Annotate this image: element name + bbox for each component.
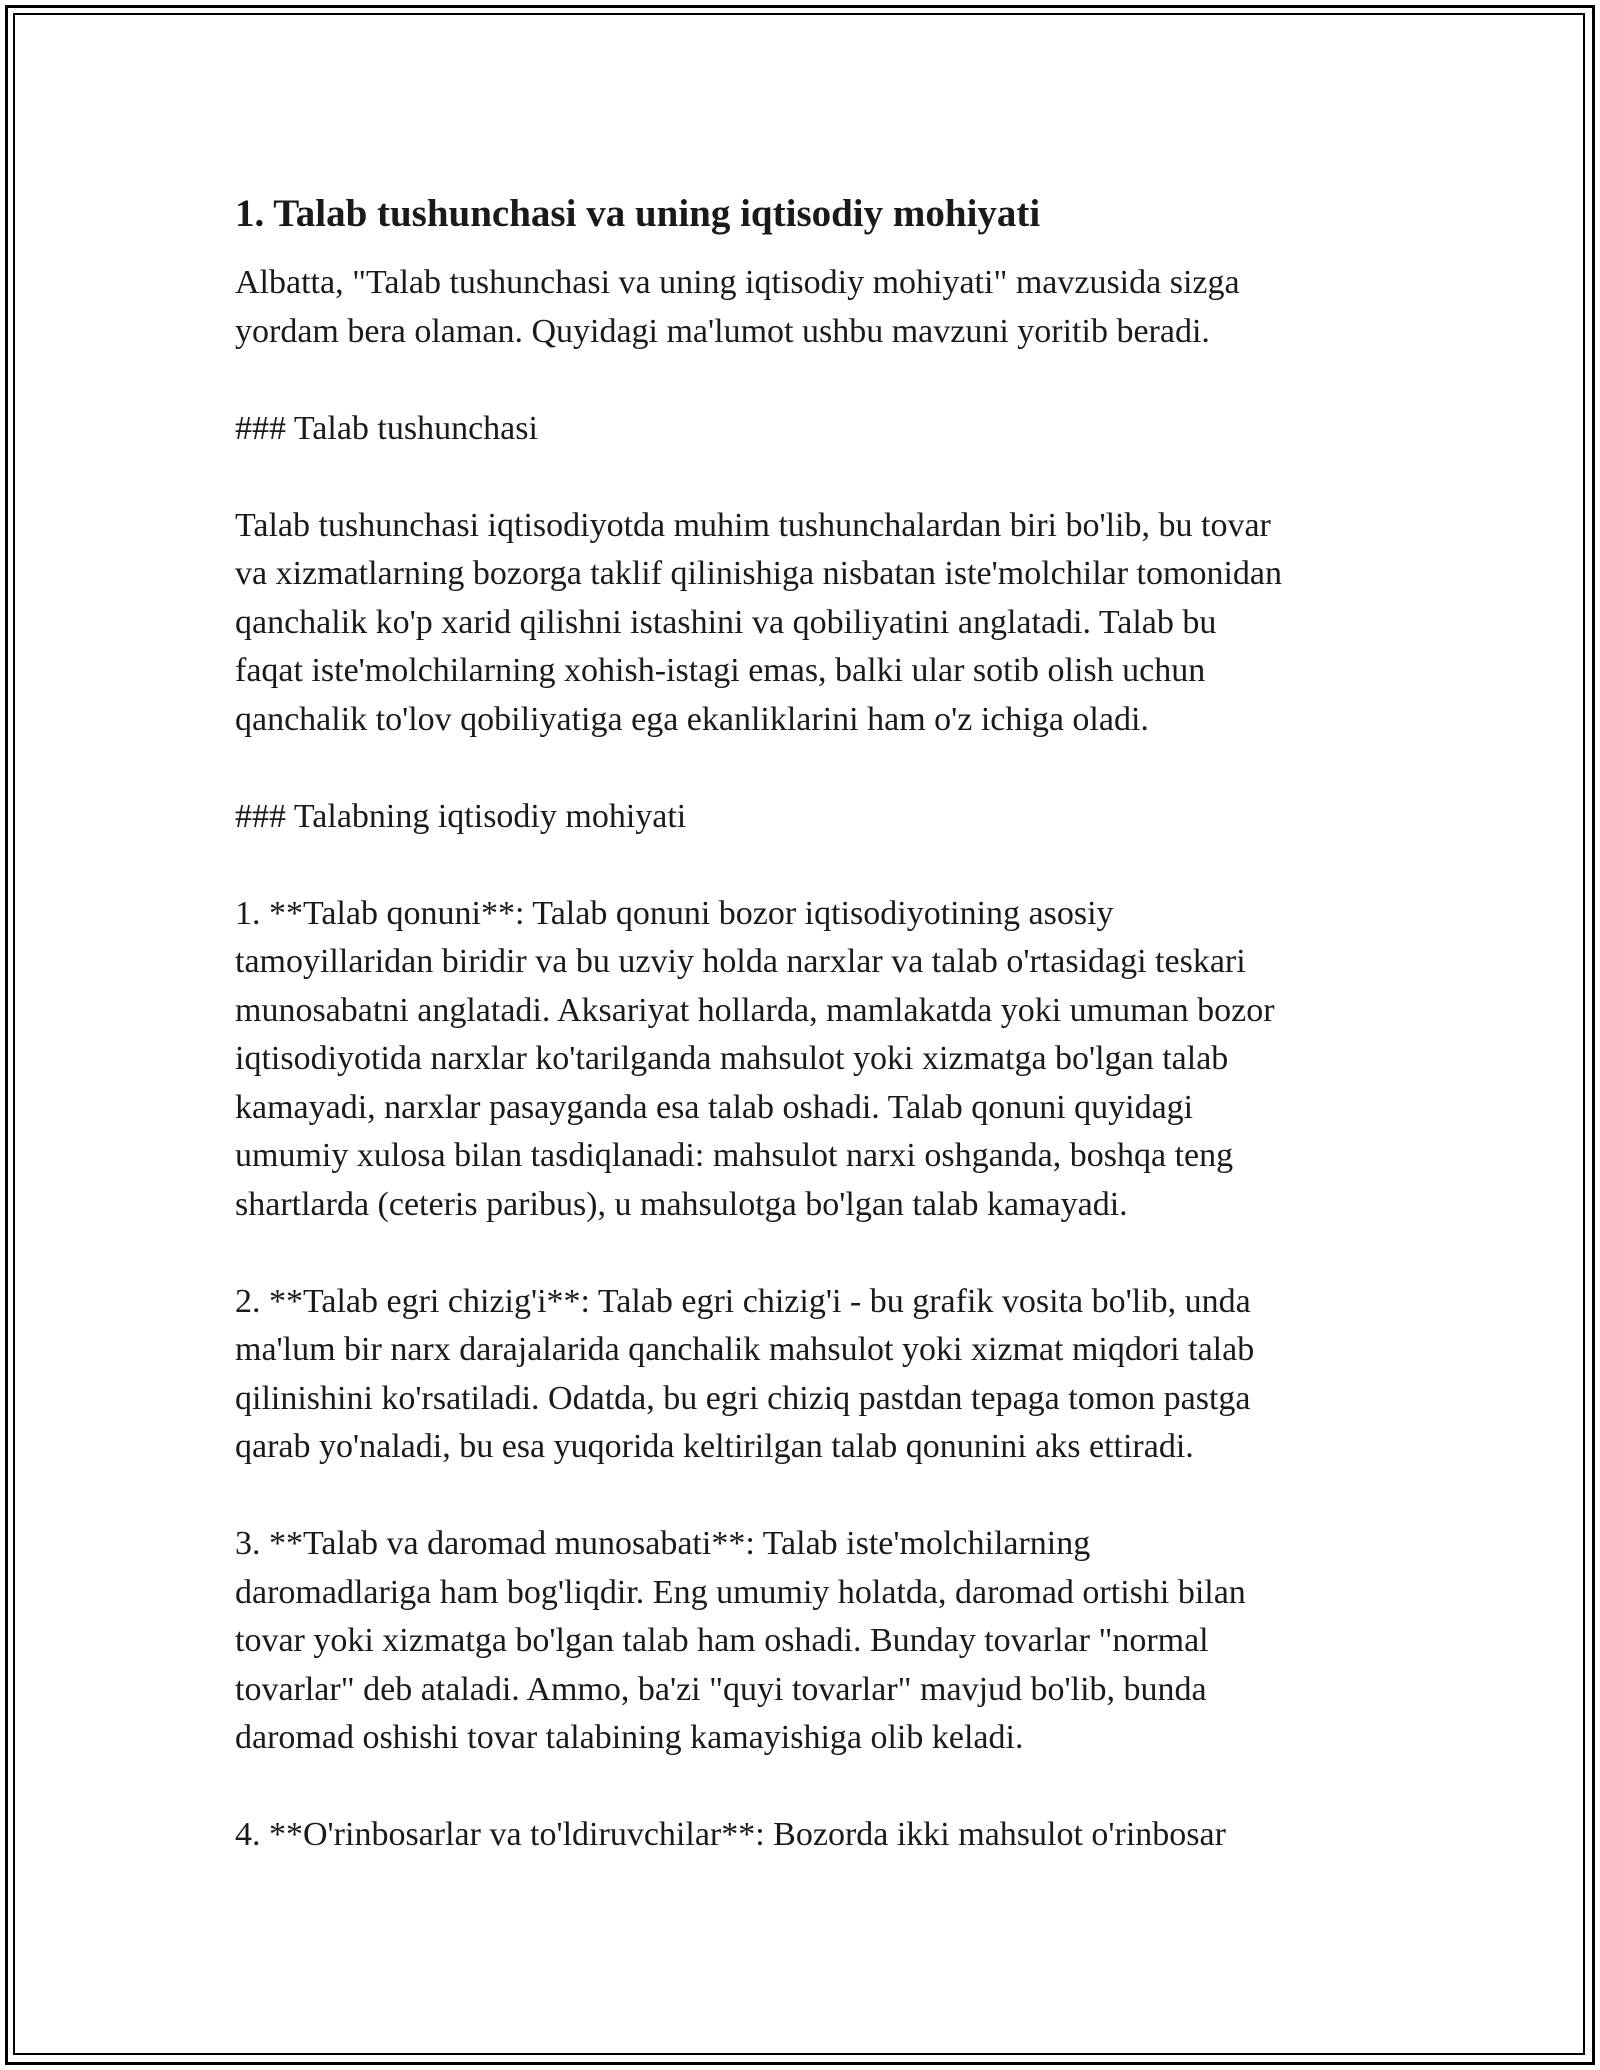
spacer (235, 453, 1385, 502)
text-line: qarab yo'naladi, bu esa yuqorida keltirilgan talab qonunini aks ettiradi. (235, 1428, 1194, 1465)
list-item-talab-egri-chizigi (235, 1278, 1385, 1472)
definition-paragraph (235, 502, 1385, 745)
text-line: tovar yoki xizmatga bo'lgan talab ham oshadi. Bunday tovarlar "normal (235, 1622, 1209, 1659)
spacer (235, 240, 1385, 259)
section-heading-talab-tushunchasi (235, 405, 1385, 454)
document-body (235, 188, 1385, 1860)
text-line: 1. **Talab qonuni**: Talab qonuni bozor iqtisodiyotining asosiy (235, 894, 1114, 932)
text-line: 3. **Talab va daromad munosabati**: Talab iste'molchilarning (235, 1525, 1091, 1562)
spacer (235, 841, 1385, 890)
text-line: 4. **O'rinbosarlar va to'ldiruvchilar**: Bozorda ikki mahsulot o'rinbosar (235, 1816, 1226, 1853)
text-line: qilinishini ko'rsatiladi. Odatda, bu egri chiziq pastdan tepaga tomon pastga (235, 1379, 1251, 1417)
document-heading: 1. Talab tushunchasi va uning iqtisodiy mohiyati (235, 192, 1041, 235)
text-line: kamayadi, narxlar pasayganda esa talab oshadi. Talab qonuni quyidagi (235, 1088, 1194, 1126)
spacer (235, 1472, 1385, 1521)
spacer (235, 1763, 1385, 1812)
text-line: 2. **Talab egri chizig'i**: Talab egri chizig'i - bu grafik vosita bo'lib, unda (235, 1282, 1251, 1320)
text-line: tamoyillaridan biridir va bu uzviy holda narxlar va talab o'rtasidagi teskari (235, 943, 1246, 980)
text-line: ### Talabning iqtisodiy mohiyati (235, 797, 687, 835)
text-line: Albatta, "Talab tushunchasi va uning iqtisodiy mohiyati" mavzusida sizga (235, 264, 1240, 301)
text-line: ma'lum bir narx darajalarida qanchalik mahsulot yoki xizmat miqdori talab (235, 1331, 1255, 1368)
text-line: qanchalik ko'p xarid qilishni istashini va qobiliyatini anglatadi. Talab bu (235, 603, 1217, 641)
spacer (235, 744, 1385, 793)
intro-paragraph (235, 259, 1385, 356)
list-item-orinbosarlar (235, 1811, 1385, 1860)
text-line: faqat iste'molchilarning xohish-istagi emas, balki ular sotib olish uchun (235, 652, 1206, 689)
text-line: munosabatni anglatadi. Aksariyat hollarda, mamlakatda yoki umuman bozor (235, 991, 1275, 1029)
section-heading-iqtisodiy-mohiyati (235, 793, 1385, 842)
text-line: iqtisodiyotida narxlar ko'tarilganda mahsulot yoki xizmatga bo'lgan talab (235, 1040, 1229, 1077)
text-line: daromadlariga ham bog'liqdir. Eng umumiy holatda, daromad ortishi bilan (235, 1573, 1246, 1611)
text-line: shartlarda (ceteris paribus), u mahsulotga bo'lgan talab kamayadi. (235, 1185, 1128, 1223)
text-line: ### Talab tushunchasi (235, 409, 538, 447)
text-line: yordam bera olaman. Quyidagi ma'lumot ushbu mavzuni yoritib beradi. (235, 312, 1210, 350)
spacer (235, 356, 1385, 405)
list-item-talab-va-daromad (235, 1520, 1385, 1763)
text-line: daromad oshishi tovar talabining kamayishiga olib keladi. (235, 1719, 1024, 1756)
list-item-talab-qonuni (235, 890, 1385, 1230)
text-line: Talab tushunchasi iqtisodiyotda muhim tushunchalardan biri bo'lib, bu tovar (235, 506, 1271, 544)
spacer (235, 1229, 1385, 1278)
text-line: qanchalik to'lov qobiliyatiga ega ekanliklarini ham o'z ichiga oladi. (235, 700, 1149, 738)
text-line: umumiy xulosa bilan tasdiqlanadi: mahsulot narxi oshganda, boshqa teng (235, 1137, 1234, 1174)
text-line: va xizmatlarning bozorga taklif qilinishiga nisbatan iste'molchilar tomonidan (235, 555, 1282, 592)
text-line: tovarlar" deb ataladi. Ammo, ba'zi "quyi tovarlar" mavjud bo'lib, bunda (235, 1670, 1207, 1708)
